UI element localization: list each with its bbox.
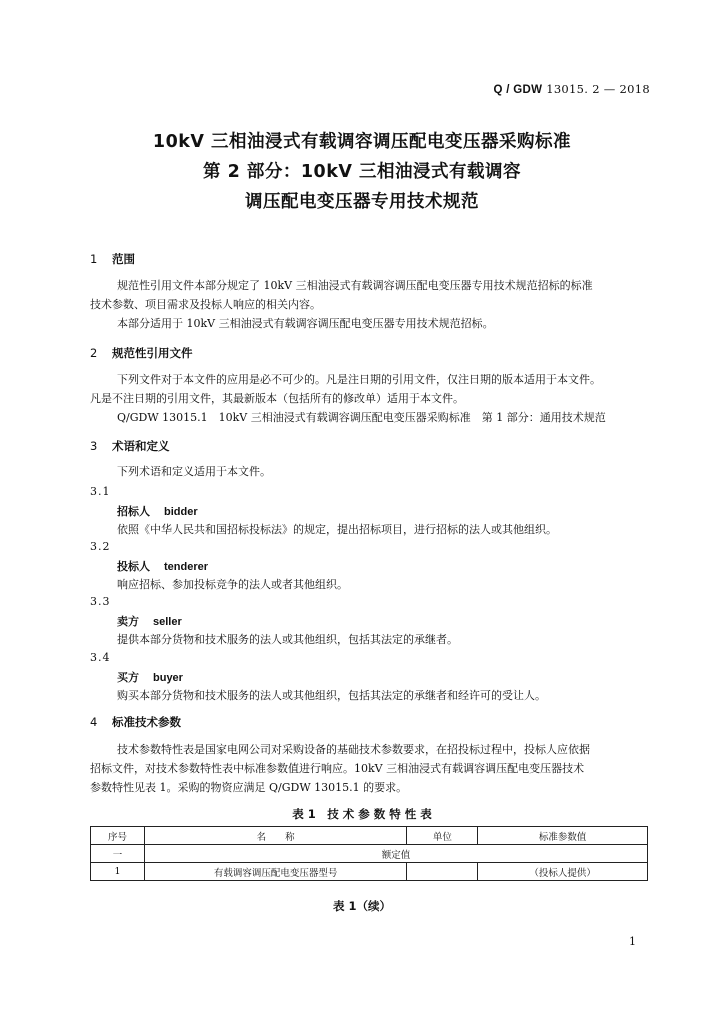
- section-4-title: 标准技术参数: [112, 715, 181, 729]
- section-2-paragraph-1-line-2: 凡是不注日期的引用文件，其最新版本（包括所有的修改单）适用于本文件。: [90, 392, 464, 405]
- term-definition: 响应招标、参加投标竞争的法人或者其他组织。: [117, 578, 348, 591]
- term-number: 3.4: [90, 651, 111, 664]
- term-number: 3.2: [90, 540, 111, 553]
- section-4-paragraph-line-2: 招标文件，对技术参数特性表中标准参数值进行响应。10kV 三相油浸式有载调容调压配电变压器技术: [90, 762, 585, 775]
- section-2-heading: [90, 345, 193, 361]
- table-row: [91, 863, 648, 881]
- term-definition: 依照《中华人民共和国招标投标法》的规定，提出招标项目，进行招标的法人或其他组织。: [117, 523, 557, 536]
- header-cell: 标准参数值: [478, 827, 648, 845]
- term-zh: 招标人: [117, 505, 150, 518]
- row-unit: [407, 863, 478, 881]
- header-cell: 名 称: [144, 827, 407, 845]
- header-cell: 单位: [407, 827, 478, 845]
- section-1-number: 1: [90, 252, 98, 266]
- term-zh: 卖方: [117, 615, 139, 628]
- term-en: buyer: [153, 672, 183, 684]
- section-4-heading: [90, 714, 181, 730]
- term-heading: [117, 669, 183, 685]
- section-3-intro: 下列术语和定义适用于本文件。: [117, 465, 271, 478]
- term-heading: [117, 503, 198, 519]
- title-line-2: 第 2 部分：10kV 三相油浸式有载调容: [203, 162, 521, 182]
- term-en: tenderer: [164, 561, 209, 573]
- section-2-paragraph-1-line-1: 下列文件对于本文件的应用是必不可少的。凡是注日期的引用文件，仅注日期的版本适用于本文件。: [117, 373, 601, 386]
- parameter-table: [90, 826, 648, 881]
- section-2-number: 2: [90, 346, 98, 360]
- term-en: seller: [153, 616, 182, 628]
- page-number: 1: [629, 935, 636, 948]
- section-1-paragraph-2: 本部分适用于 10kV 三相油浸式有载调容调压配电变压器专用技术规范招标。: [117, 317, 494, 330]
- row-value: （投标人提供）: [478, 863, 648, 881]
- section-4-paragraph-line-1: 技术参数特性表是国家电网公司对采购设备的基础技术参数要求，在招投标过程中，投标人应依据: [117, 743, 590, 756]
- standard-code-prefix: Q / GDW: [493, 84, 543, 96]
- section-1-title: 范围: [112, 252, 135, 266]
- normative-reference: Q/GDW 13015.1 10kV 三相油浸式有载调容调压配电变压器采购标准 第 1 部分：通用技术规范: [117, 411, 606, 424]
- section-1-paragraph-1-line-1: 规范性引用文件本部分规定了 10kV 三相油浸式有载调容调压配电变压器专用技术规范招标的标准: [117, 279, 593, 292]
- term-number: 3.1: [90, 485, 111, 498]
- section-2-title: 规范性引用文件: [112, 346, 193, 360]
- section-4-number: 4: [90, 715, 98, 729]
- table-continued-caption: 表 1（续）: [332, 899, 391, 913]
- section-4-paragraph-line-3: 参数特性见表 1。采购的物资应满足 Q/GDW 13015.1 的要求。: [90, 781, 408, 794]
- group-label: 额定值: [144, 845, 647, 863]
- section-3-heading: [90, 438, 170, 454]
- section-3-number: 3: [90, 439, 98, 453]
- table-caption: 表 1 技 术 参 数 特 性 表: [292, 807, 432, 821]
- term-zh: 买方: [117, 671, 139, 684]
- term-heading: [117, 613, 182, 629]
- title-line-1: 10kV 三相油浸式有载调容调压配电变压器采购标准: [152, 132, 572, 152]
- group-number: 一: [91, 845, 145, 863]
- term-en: bidder: [164, 506, 198, 518]
- table-group-row: [91, 845, 648, 863]
- standard-code: [493, 82, 650, 96]
- term-definition: 提供本部分货物和技术服务的法人或其他组织，包括其法定的承继者。: [117, 633, 458, 646]
- title-line-3: 调压配电变压器专用技术规范: [245, 192, 479, 212]
- section-1-heading: [90, 251, 135, 267]
- header-cell: 序号: [91, 827, 145, 845]
- section-1-paragraph-1-line-2: 技术参数、项目需求及投标人响应的相关内容。: [90, 298, 321, 311]
- term-zh: 投标人: [117, 560, 150, 573]
- term-heading: [117, 558, 208, 574]
- row-number: 1: [91, 863, 145, 881]
- table-header-row: [91, 827, 648, 845]
- section-3-title: 术语和定义: [112, 439, 170, 453]
- row-name: 有载调容调压配电变压器型号: [144, 863, 407, 881]
- term-definition: 购买本部分货物和技术服务的法人或其他组织，包括其法定的承继者和经许可的受让人。: [117, 689, 546, 702]
- term-number: 3.3: [90, 595, 111, 608]
- standard-code-number: 13015. 2 — 2018: [546, 82, 650, 96]
